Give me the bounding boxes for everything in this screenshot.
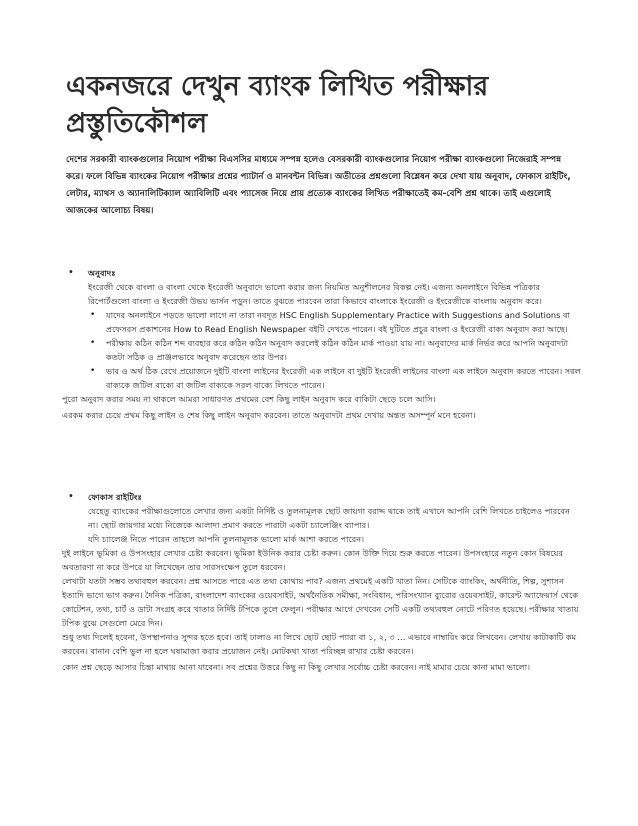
page-title: একনজরে দেখুন ব্যাংক লিখিত পরীক্ষার প্রস্তুতিকৌশল: [66, 71, 489, 139]
focus-para-3: দুই লাইনে ভূমিকা ও উপসংহার লেখার চেষ্টা করবেন। ভূমিকা ইউনিক করার চেষ্টা করুন। কোন উক্তি দিয়ে শুরু করতে পারেন। উপসংহারে নতুন কোন বিষয়ের অবতারণা না করে উপরে যা লিখেছেন তার সারসংক্ষেপ তুলে ধরবেন।: [62, 548, 564, 572]
bullet-icon: •: [68, 491, 74, 502]
translation-para-3: এরকম করার চেয়ে প্রথম কিছু লাইন ও শেষ কিছু লাইন অনুবাদ করবেন। তাতে অনুবাদটা প্রথম দেখায় অন্তত অসম্পূর্ন মনে হবেনা।: [62, 410, 476, 420]
intro-text: দেশের সরকারী ব্যাংকগুলোর নিয়োগ পরীক্ষা বিএসসির মাধ্যমে সম্পন্ন হলেও বেসরকারী ব্যাংকগুলোর নিয়োগ পরীক্ষা ব্যাংকগুলো নিজেরাই সম্পন্ন করে। ফলে বিভিন্ন ব্যাংকের নিয়োগ পরীক্ষার প্রশ্নের প্যাটার্ন ও মানবন্টন বিভিন্ন। অতীতের প্রশ্নগুলো বিশ্লেষন করে দেখা যায় অনুবাদ, ফোকাস রাইটিং, লেটার, ম্যাথস ও অ্যানালিটিক্যাল অ্যাবিলিটি এবং প্যাসেজ নিয়ে প্রায় প্রত্যেক ব্যাংকের লিখিত পরীক্ষাতেই কম-বেশি প্রশ্ন থাকে। তাই এগুলোই আজকের আলোচ্য বিষয়।: [66, 155, 571, 216]
translation-sub-item: [88, 336, 582, 364]
sub-bullet-icon: •: [90, 310, 96, 320]
translation-heading: অনুবাদঃ: [88, 268, 116, 278]
translation-sub-item-text: যাদের অনলাইনে পড়তে ভালো লাগে না তারা নবদূত HSC English Supplementary Practice with Suggestions and Solutions বা প্রফেসরস প্রকাশনের How to Read English Newspaper বইটি দেখতে পারেন। বই দুটিতে প্রচুর বাংলা ও ইংরেজী বাক্য অনুবাদ করা আছে।: [106, 310, 570, 334]
translation-sublist: [62, 308, 582, 392]
bullet-icon: •: [68, 267, 74, 278]
translation-section: [62, 266, 582, 422]
translation-sub-item: [88, 308, 582, 336]
focus-para-6: কোন প্রশ্ন ছেড়ে আসার চিন্তা মাথায় আনা যাবেনা। সব প্রশ্নের উত্তরে কিছু না কিছু লেখার সর্বোচ্চ চেষ্টা করবেন। নাই মামার চেয়ে কানা মামা ভালো।: [62, 662, 531, 672]
translation-sub-item-text: পরীক্ষায় কঠিন কঠিন শব্দ ব্যবহার করে কঠিন কঠিন অনুবাদ করলেই কঠিন কঠিন মার্ক পাওয়া যায় না। অনুবাদের মার্ক নির্ভর করে আপনি অনুবাদটা কতটা সঠিক ও প্রাঞ্জলভাবে অনুবাদ করেছেন তার উপর।: [106, 338, 569, 362]
focus-para-2: যদি চ্যালেঞ্জ নিতে পারেন তাহলে আপনি তুলনামূলক ভালো মার্ক আশা করতে পারেন।: [88, 534, 365, 544]
translation-bullet-item: [62, 266, 582, 308]
sub-bullet-icon: •: [90, 366, 96, 376]
translation-sub-item-text: ভাব ও অর্থ ঠিক রেখে প্রয়োজনে দুইটি বাংলা লাইনের ইংরেজী এক লাইনে বা দুইটি ইংরেজী লাইনের বাংলা এক লাইনে অনুবাদ করতে পারেন। সরল বাক্যকে জটিল বাক্যে বা জটিল বাক্যকে সরল বাক্যে লিখতে পারেন।: [106, 366, 581, 390]
intro-paragraph: [66, 152, 580, 220]
focus-para-5: শুধু তথ্য দিলেই হবেনা, উপস্থাপনাও সুন্দর হতে হবে। তাই ঢালাও না লিখে ছোট ছোট প্যারা বা ১, ২, ৩ … এভাবে নাম্বারিং করে লিখবেন। লেখায় কাটাকাটি কম করবেন। বানান বেশি ভুল না হলে ঘষামাজা করার প্রয়োজন নেই। মোটকথা খাতা পরিচ্ছন্ন রাখার চেষ্টা করবেন।: [62, 632, 577, 656]
sub-bullet-icon: •: [90, 338, 96, 348]
focus-bullet-item: [62, 490, 582, 546]
focus-para-1: যেহেতু ব্যাংকের পরীক্ষাগুলোতে লেখার জন্য একটা নির্দিষ্ট ও তুলনামূলক ছোট জায়গা বরাদ্দ থাকে তাই এখানে আপনি বেশি লিখতে চাইলেও পারবেন না। ছোট জায়গার মধ্যে নিজেকে আলাদা প্রমাণ করতে পারাটা একটা চ্যালেঞ্জিং ব্যাপার।: [88, 506, 570, 530]
translation-para-2: পুরো অনুবাদ করার সময় না থাকলে আমরা সাধারণত প্রথমের বেশ কিছু লাইন অনুবাদ করে বাকিটা ছেড়ে চলে আসি।: [62, 394, 436, 404]
focus-para-4: লেখাটা যতটা সম্ভব তথ্যবহুল করবেন। প্রশ্ন আসতে পারে এত তথ্য কোথায় পাব? এজন্য প্রথমেই একটি খাতা নিন। সেটিকে ব্যাংকিং, অর্থনীতি, শিল্প, সুশাসন ইত্যাদি ভাগে ভাগ করুন। দৈনিক পত্রিকা, বাংলাদেশ ব্যাংকের ওয়েবসাইট, অর্থনৈতিক সমীক্ষা, সংবিধান, পরিসংখ্যান ব্যুরোর ওয়েবসাইট, কারেন্ট অ্যাফেয়ার্স থেকে কোটেশন, তথ্য, চার্ট ও ডাটা সংগ্রহ করে খাতার নির্দিষ্ট টপিকে তুলে ফেলুন। পরীক্ষার আগে দেখবেন সেটি একটি তথ্যবহুল নোটে পরিণত হয়েছে। পরীক্ষার খাতায় টপিক বুঝে সেগুলো মেরে দিন।: [62, 576, 579, 628]
focus-heading: ফোকাস রাইটিংঃ: [88, 492, 142, 502]
translation-sub-item: [88, 364, 582, 392]
focus-writing-section: [62, 490, 582, 674]
translation-para-1: ইংরেজী থেকে বাংলা ও বাংলা থেকে ইংরেজী অনুবাদে ভালো করার জন্য নিয়মিত অনুশীলনের বিকল্প নেই। এজন্য অনলাইনে বিভিন্ন পত্রিকার রিপোর্টগুলো বাংলা ও ইংরেজী উভয় ভার্সন পড়ুন। তাতে বুঝতে পারবেন তারা কিভাবে বাংলাকে ইংরেজী ও ইংরেজীকে বাংলায় অনুবাদ করে।: [88, 282, 542, 306]
